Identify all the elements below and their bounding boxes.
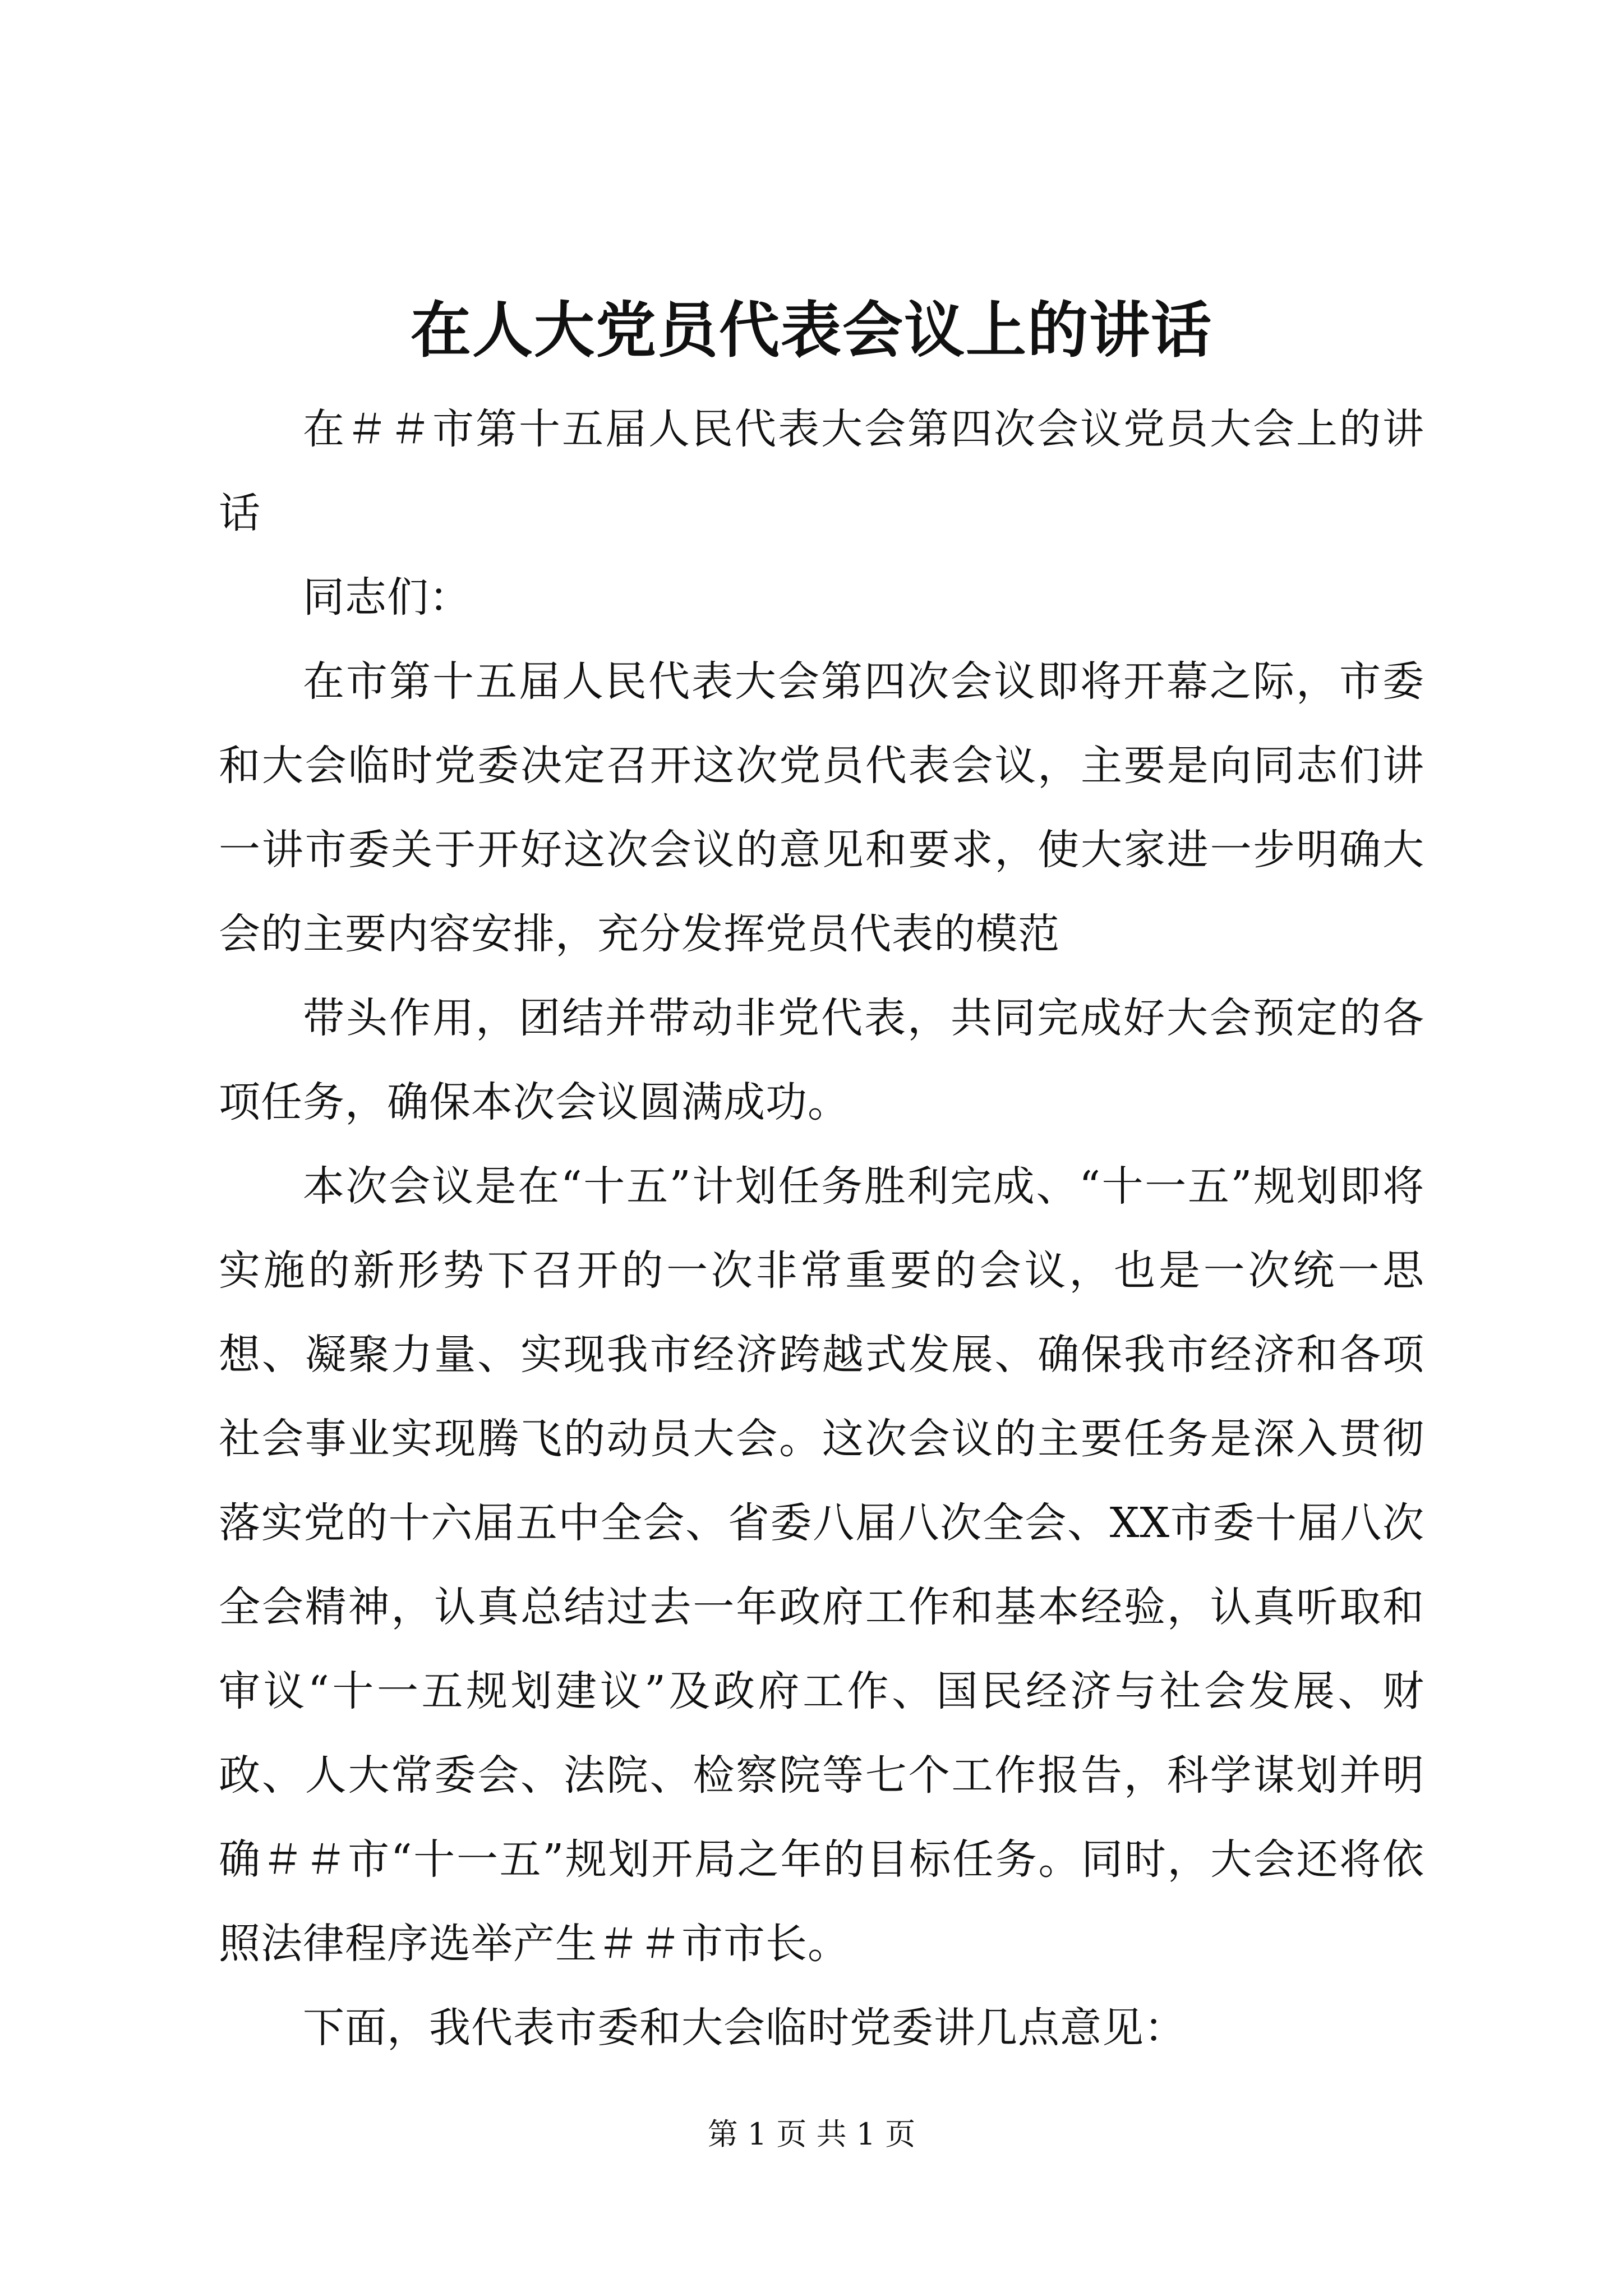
paragraph-salutation: 同志们： [303,573,471,622]
paragraph-meeting-tasks: 本次会议是在“十五”计划任务胜利完成、“十一五”规划即将实施的新形势下召开的一次非常重要的会议，也是一次统一思想、凝聚力量、实现我市经济跨越式发展、确保我市经济和各项社会事业实现腾飞的动员大会。这次会议的主要任务是深入贯彻落实党的十六届五中全会、省委八届八次全会、XX市委十届八次全会精神，认真总结过去一年政府工作和基本经验，认真听取和审议“十一五规划建议”及政府工作、国民经济与社会发展、财政、人大常委会、法院、检察院等七个工作报告，科学谋划并明确＃＃市“十一五”规划开局之年的目标任务。同时，大会还将依照法律程序选举产生＃＃市市长。 [219,1162,1424,1968]
page-footer: 第 1 页 共 1 页 [707,2116,916,2152]
paragraph-opening: 在市第十五届人民代表大会第四次会议即将开幕之际，市委和大会临时党委决定召开这次党员代表会议，主要是向同志们讲一讲市委关于开好这次会议的意见和要求，使大家进一步明确大会的主要内容安排，充分发挥党员代表的模范 [219,657,1424,958]
paragraph-subtitle: 在＃＃市第十五届人民代表大会第四次会议党员大会上的讲话 [219,405,1424,537]
document-body [219,387,1424,2070]
paragraph-opening-continued: 带头作用，团结并带动非党代表，共同完成好大会预定的各项任务，确保本次会议圆满成功。 [219,994,1424,1126]
paragraph-transition: 下面，我代表市委和大会临时党委讲几点意见： [303,2004,1186,2052]
document-title: 在人大党员代表会议上的讲话 [410,296,1212,366]
